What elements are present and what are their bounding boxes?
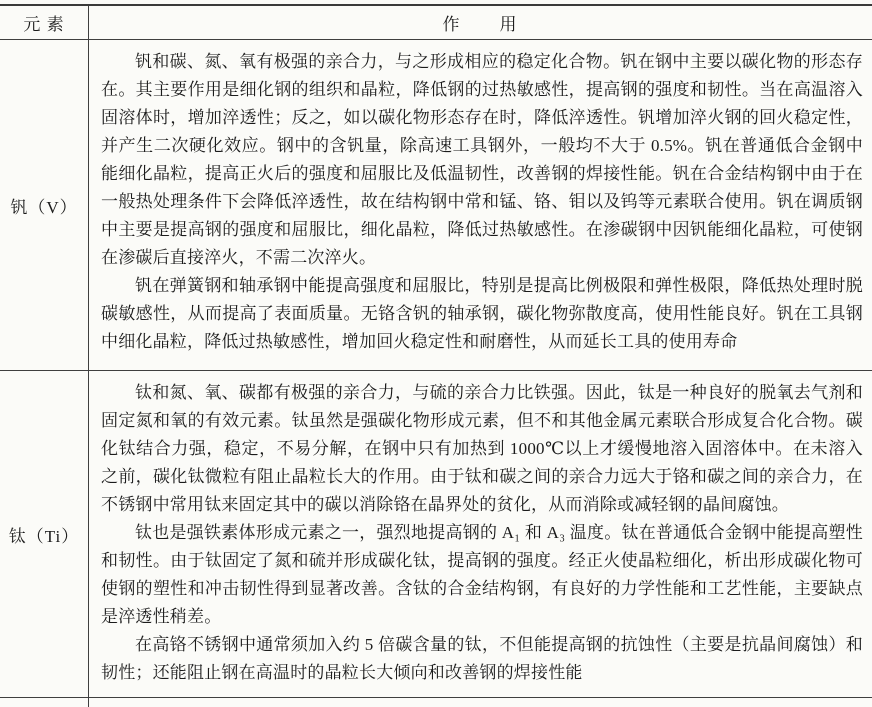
table-row-titanium: [0, 371, 872, 698]
vanadium-paragraph-2: 钒在弹簧钢和轴承钢中能提高强度和屈服比，特别是提高比例极限和弹性极限，降低热处理时脱碳敏感性，从而提高了表面质量。无铬含钒的轴承钢，碳化物弥散度高，使用性能良好。钒在工具钢中细化晶粒，降低过热敏感性，增加回火稳定性和耐磨性，从而延长工具的使用寿命: [101, 276, 863, 351]
titanium-paragraph-3: 在高铬不锈钢中通常须加入约 5 倍碳含量的钛，不但能提高钢的抗蚀性（主要是抗晶间腐蚀）和韧性；还能阻止钢在高温时的晶粒长大倾向和改善钢的焊接性能: [101, 635, 863, 682]
header-cell-effect: [89, 6, 872, 39]
element-cell-titanium: [0, 371, 89, 697]
titanium-paragraph-1: 钛和氮、氧、碳都有极强的亲合力，与硫的亲合力比铁强。因此，钛是一种良好的脱氧去气剂和固定氮和氧的有效元素。钛虽然是强碳化物形成元素，但不和其他金属元素联合形成复合化合物。碳化钛结合力强，稳定，不易分解，在钢中只有加热到 1000℃以上才缓慢地溶入固溶体中。在未溶入之前，碳化钛微粒有阻止晶粒长大的作用。由于钛和碳之间的亲合力远大于铬和碳之间的亲合力，在不锈钢中常用钛来固定其中的碳以消除铬在晶界处的贫化，从而消除或减轻钢的晶间腐蚀。: [101, 383, 863, 514]
table-row-partial: [0, 698, 872, 707]
effect-cell-partial: [89, 698, 872, 707]
element-cell-partial: [0, 698, 89, 707]
vanadium-paragraph-1: 钒和碳、氮、氧有极强的亲合力，与之形成相应的稳定化合物。钒在钢中主要以碳化物的形态存在。其主要作用是细化钢的组织和晶粒，降低钢的过热敏感性，提高钢的强度和韧性。当在高温溶入固溶体时，增加淬透性；反之，如以碳化物形态存在时，降低淬透性。钒增加淬火钢的回火稳定性，并产生二次硬化效应。钢中的含钒量，除高速工具钢外，一般均不大于 0.5%。钒在普通低合金钢中能细化晶粒，提高正火后的强度和屈服比及低温韧性，改善钢的焊接性能。钒在合金结构钢中由于在一般热处理条件下会降低淬透性，故在结构钢中常和锰、铬、钼以及钨等元素联合使用。钒在调质钢中主要是提高钢的强度和屈服比，细化晶粒，降低过热敏感性。在渗碳钢中因钒能细化晶粒，可使钢在渗碳后直接淬火，不需二次淬火。: [101, 52, 863, 267]
titanium-paragraph-2: 钛也是强铁素体形成元素之一，强烈地提高钢的 A₁ 和 A₃ 温度。钛在普通低合金钢中能提高塑性和韧性。由于钛固定了氮和硫并形成碳化钛，提高钢的强度。经正火使晶粒细化，析出形成碳化物可使钢的塑性和冲击韧性得到显著改善。含钛的合金结构钢，有良好的力学性能和工艺性能，主要缺点是淬透性稍差。: [101, 523, 863, 626]
effect-cell-titanium: [89, 371, 872, 697]
element-label-titanium: 钛（Ti）: [8, 526, 80, 546]
header-cell-element: [0, 6, 89, 39]
header-label-element: 元 素: [23, 15, 65, 34]
element-cell-vanadium: [0, 40, 89, 370]
table-row-vanadium: [0, 40, 872, 371]
element-label-vanadium: 钒（V）: [10, 197, 78, 217]
elements-effects-table: [0, 4, 872, 707]
header-label-effect: 作 用: [442, 15, 519, 34]
table-header-row: [0, 6, 872, 40]
effect-cell-vanadium: [89, 40, 872, 370]
